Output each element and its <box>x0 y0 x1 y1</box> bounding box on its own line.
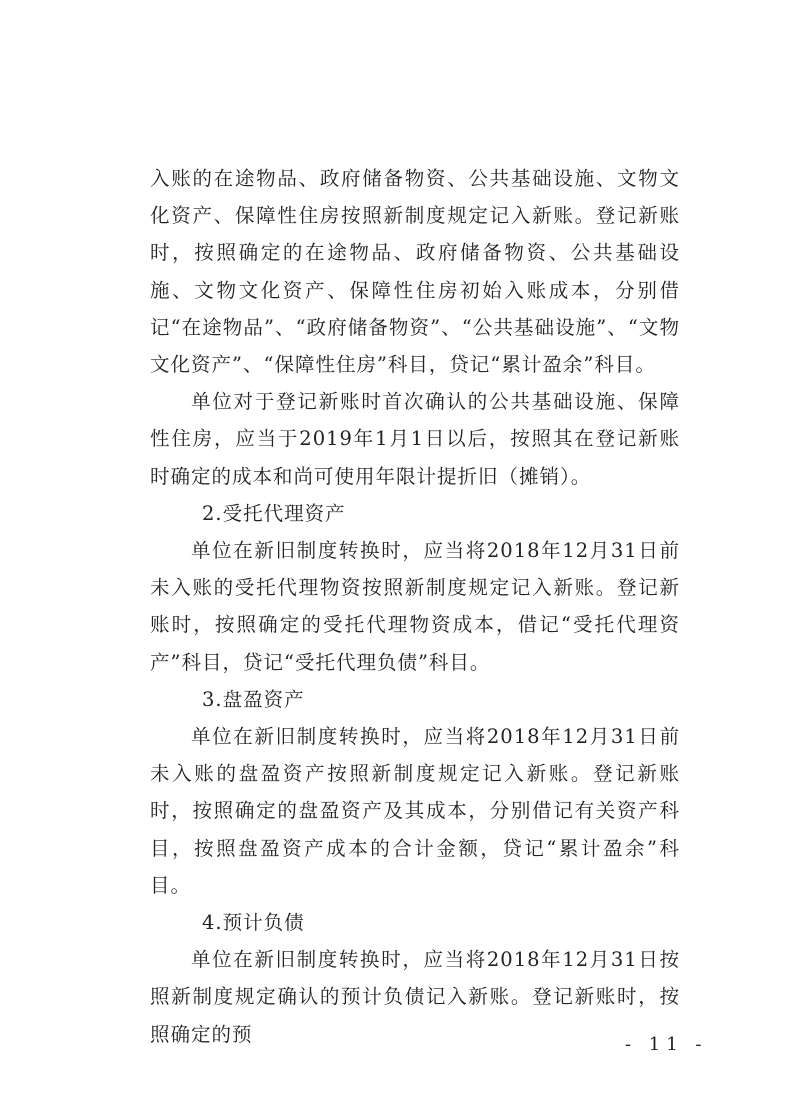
section-heading-3: 3.盘盈资产 <box>202 687 305 711</box>
paragraph-2: 单位对于登记新账时首次确认的公共基础设施、保障性住房，应当于2019年1月1日以后，按照其在登记新账时确定的成本和尚可使用年限计提折旧（摊销）。 <box>150 390 680 488</box>
paragraph-1: 入账的在途物品、政府储备物资、公共基础设施、文物文化资产、保障性住房按照新制度规定记入新账。登记新账时，按照确定的在途物品、政府储备物资、公共基础设施、文物文化资产、保障性住房初始入账成本，分别借记“在途物品”、“政府储备物资”、“公共基础设施”、“文物文化资产”、“保障性住房”科目，贷记“累计盈余”科目。 <box>150 167 680 377</box>
page-number: - 11 - <box>625 1034 708 1055</box>
paragraph-3: 单位在新旧制度转换时，应当将2018年12月31日前未入账的受托代理物资按照新制度规定记入新账。登记新账时，按照确定的受托代理物资成本，借记“受托代理资产”科目，贷记“受托代理负债”科目。 <box>150 539 680 674</box>
section-heading-4: 4.预计负债 <box>202 911 305 935</box>
body-text <box>150 160 680 1053</box>
paragraph-4: 单位在新旧制度转换时，应当将2018年12月31日前未入账的盘盈资产按照新制度规定记入新账。登记新账时，按照确定的盘盈资产及其成本，分别借记有关资产科目，按照盘盈资产成本的合计金额，贷记“累计盈余”科目。 <box>150 725 680 897</box>
section-heading-2: 2.受托代理资产 <box>202 501 346 525</box>
paragraph-5: 单位在新旧制度转换时，应当将2018年12月31日按照新制度规定确认的预计负债记入新账。登记新账时，按照确定的预 <box>150 948 680 1046</box>
